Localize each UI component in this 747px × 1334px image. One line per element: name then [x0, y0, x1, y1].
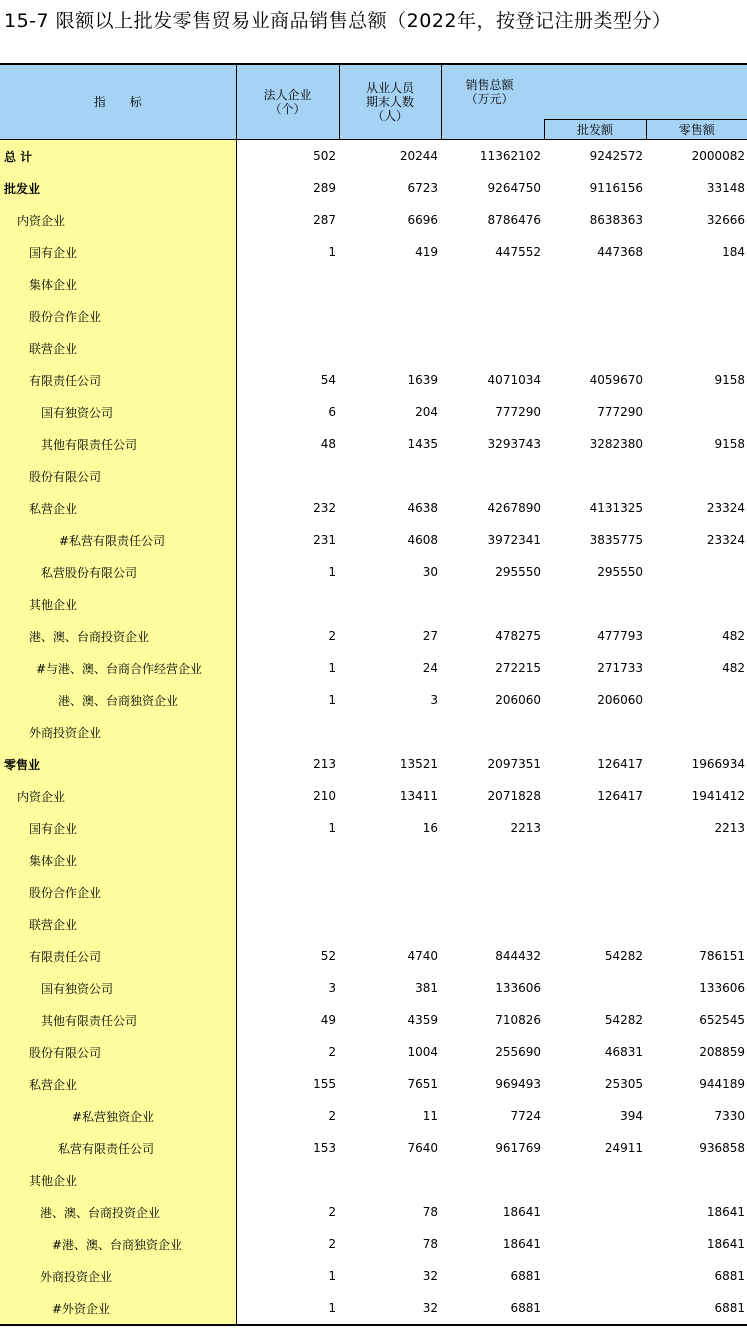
cell-wholesale	[544, 1228, 646, 1260]
table-row	[0, 1260, 747, 1292]
cell-retail: 1941412	[691, 789, 746, 803]
cell-legal-entities: 49	[320, 1013, 336, 1027]
cell-retail	[646, 908, 747, 940]
cell-wholesale	[544, 332, 646, 364]
cell-employees	[339, 876, 441, 908]
cell-employees: 4638	[407, 501, 438, 515]
cell-sales-total: 777290	[495, 405, 541, 419]
cell-legal-entities: 1	[328, 245, 336, 259]
row-label: 批发业	[0, 172, 236, 204]
cell-wholesale: 25305	[604, 1077, 644, 1091]
row-label: #私营有限责任公司	[0, 524, 236, 556]
cell-wholesale	[544, 1164, 646, 1196]
cell-wholesale: 295550	[597, 565, 644, 579]
cell-sales-total: 18641	[502, 1237, 541, 1251]
cell-wholesale: 4131325	[589, 501, 644, 515]
cell-legal-entities: 210	[313, 789, 336, 803]
cell-wholesale: 9242572	[589, 149, 644, 163]
cell-wholesale: 3835775	[589, 533, 644, 547]
table-row	[0, 236, 747, 268]
cell-wholesale	[544, 812, 646, 844]
cell-wholesale	[544, 972, 646, 1004]
cell-retail: 9158	[714, 437, 746, 451]
cell-wholesale: 8638363	[589, 213, 644, 227]
sales-table	[0, 63, 747, 1326]
cell-retail	[646, 460, 747, 492]
table-row	[0, 492, 747, 524]
cell-retail	[646, 396, 747, 428]
row-label: 有限责任公司	[0, 364, 236, 396]
cell-sales-total	[441, 332, 544, 364]
cell-legal-entities: 1	[328, 661, 336, 675]
table-body	[0, 140, 747, 1326]
cell-employees: 30	[422, 565, 438, 579]
cell-sales-total: 295550	[495, 565, 541, 579]
table-row	[0, 1196, 747, 1228]
cell-legal-entities: 1	[328, 821, 336, 835]
cell-legal-entities: 287	[313, 213, 336, 227]
row-label: 国有独资公司	[0, 396, 236, 428]
cell-sales-total: 9264750	[487, 181, 541, 195]
cell-wholesale: 206060	[597, 693, 644, 707]
table-row	[0, 300, 747, 332]
cell-retail: 2213	[714, 821, 746, 835]
cell-employees: 11	[422, 1109, 438, 1123]
header-blank-2	[646, 105, 747, 120]
cell-sales-total: 3972341	[487, 533, 541, 547]
table-row	[0, 908, 747, 940]
cell-employees: 20244	[399, 149, 438, 163]
cell-retail	[646, 556, 747, 588]
cell-wholesale	[544, 1292, 646, 1325]
row-label: 股份合作企业	[0, 300, 236, 332]
cell-wholesale	[544, 908, 646, 940]
cell-wholesale	[544, 716, 646, 748]
row-label: 港、澳、台商投资企业	[0, 620, 236, 652]
cell-wholesale: 9116156	[589, 181, 644, 195]
cell-legal-entities: 232	[313, 501, 336, 515]
cell-retail	[646, 1164, 747, 1196]
cell-wholesale	[544, 460, 646, 492]
cell-retail	[646, 716, 747, 748]
table-row	[0, 268, 747, 300]
table-row	[0, 396, 747, 428]
cell-legal-entities: 213	[313, 757, 336, 771]
cell-sales-total: 2213	[510, 821, 541, 835]
table-row	[0, 972, 747, 1004]
table-row	[0, 716, 747, 748]
cell-employees	[339, 300, 441, 332]
header-wholesale: 批发额	[544, 120, 646, 140]
cell-retail	[646, 588, 747, 620]
cell-legal-entities	[236, 588, 339, 620]
table-row	[0, 876, 747, 908]
header-legal-entities: 法人企业 （个）	[236, 64, 339, 140]
cell-legal-entities	[236, 300, 339, 332]
row-label: 港、澳、台商独资企业	[0, 684, 236, 716]
cell-retail: 6881	[646, 1292, 747, 1325]
cell-employees: 4608	[407, 533, 438, 547]
cell-retail: 9158	[714, 373, 746, 387]
header-sub-blank	[441, 120, 544, 140]
header-employees: 从业人员 期末人数 （人）	[339, 64, 441, 140]
cell-wholesale: 271733	[597, 661, 644, 675]
table-row	[0, 364, 747, 396]
cell-retail: 23324	[706, 533, 746, 547]
table-row	[0, 748, 747, 780]
cell-sales-total: 206060	[495, 693, 541, 707]
row-label: 内资企业	[0, 780, 236, 812]
cell-sales-total: 6881	[510, 1269, 541, 1283]
row-label: 其他企业	[0, 588, 236, 620]
cell-wholesale: 126417	[597, 789, 644, 803]
cell-retail	[646, 300, 747, 332]
row-label: 零售业	[0, 748, 236, 780]
cell-legal-entities: 6	[328, 405, 336, 419]
cell-employees: 7640	[407, 1141, 438, 1155]
cell-employees: 381	[415, 981, 438, 995]
cell-retail: 2000082	[691, 149, 746, 163]
cell-employees: 204	[415, 405, 438, 419]
cell-wholesale: 54282	[604, 1013, 644, 1027]
cell-sales-total	[441, 588, 544, 620]
table-row	[0, 428, 747, 460]
cell-wholesale: 54282	[604, 949, 644, 963]
cell-wholesale	[544, 588, 646, 620]
cell-sales-total: 478275	[495, 629, 541, 643]
cell-sales-total: 844432	[495, 949, 541, 963]
table-row	[0, 812, 747, 844]
cell-employees: 32	[339, 1292, 441, 1325]
cell-retail: 6881	[714, 1269, 746, 1283]
row-label: 国有企业	[0, 812, 236, 844]
table-row	[0, 1004, 747, 1036]
cell-retail	[646, 268, 747, 300]
cell-employees	[339, 844, 441, 876]
cell-retail: 133606	[699, 981, 746, 995]
cell-employees: 419	[415, 245, 438, 259]
cell-legal-entities	[236, 268, 339, 300]
cell-retail: 936858	[699, 1141, 746, 1155]
cell-wholesale: 46831	[604, 1045, 644, 1059]
table-row	[0, 1036, 747, 1068]
row-label: 外商投资企业	[0, 1260, 236, 1292]
table-row	[0, 1228, 747, 1260]
cell-employees: 16	[422, 821, 438, 835]
cell-legal-entities	[236, 876, 339, 908]
cell-legal-entities: 2	[328, 1109, 336, 1123]
cell-sales-total: 272215	[495, 661, 541, 675]
table-row	[0, 652, 747, 684]
cell-retail: 944189	[699, 1077, 746, 1091]
cell-legal-entities	[236, 332, 339, 364]
cell-employees: 4359	[407, 1013, 438, 1027]
cell-legal-entities	[236, 844, 339, 876]
cell-employees: 27	[422, 629, 438, 643]
cell-legal-entities	[236, 460, 339, 492]
cell-sales-total: 6881	[441, 1292, 544, 1325]
row-label: 联营企业	[0, 332, 236, 364]
table-row	[0, 844, 747, 876]
cell-retail: 208859	[699, 1045, 746, 1059]
cell-employees: 7651	[407, 1077, 438, 1091]
row-label: 私营股份有限公司	[0, 556, 236, 588]
cell-sales-total: 7724	[510, 1109, 541, 1123]
header-indicator: 指 标	[0, 64, 236, 140]
table-row	[0, 204, 747, 236]
cell-legal-entities: 2	[328, 1237, 336, 1251]
cell-wholesale: 24911	[604, 1141, 644, 1155]
cell-employees	[339, 460, 441, 492]
row-label: 股份有限公司	[0, 460, 236, 492]
row-label: 国有企业	[0, 236, 236, 268]
cell-legal-entities: 52	[320, 949, 336, 963]
cell-employees: 24	[422, 661, 438, 675]
row-label: 联营企业	[0, 908, 236, 940]
row-label: #私营独资企业	[0, 1100, 236, 1132]
cell-retail: 652545	[699, 1013, 746, 1027]
row-label: #外资企业	[0, 1292, 236, 1325]
cell-employees	[339, 588, 441, 620]
cell-retail: 786151	[699, 949, 746, 963]
cell-legal-entities: 54	[320, 373, 336, 387]
cell-sales-total: 961769	[495, 1141, 541, 1155]
cell-legal-entities: 1	[236, 1292, 339, 1325]
table-row	[0, 684, 747, 716]
row-label: 总 计	[0, 140, 236, 173]
cell-sales-total: 2071828	[487, 789, 541, 803]
table-row	[0, 556, 747, 588]
table-row	[0, 620, 747, 652]
cell-wholesale	[544, 1260, 646, 1292]
cell-legal-entities	[236, 716, 339, 748]
cell-wholesale: 447368	[597, 245, 644, 259]
row-label: 国有独资公司	[0, 972, 236, 1004]
cell-employees: 3	[430, 693, 438, 707]
table-row	[0, 172, 747, 204]
cell-sales-total: 8786476	[487, 213, 541, 227]
table-row	[0, 1164, 747, 1196]
cell-wholesale: 777290	[597, 405, 644, 419]
cell-legal-entities: 2	[328, 1045, 336, 1059]
header-retail: 零售额	[646, 120, 747, 140]
cell-employees: 13411	[399, 789, 438, 803]
cell-retail: 32666	[706, 213, 746, 227]
cell-sales-total: 4267890	[487, 501, 541, 515]
cell-sales-total: 2097351	[487, 757, 541, 771]
cell-wholesale: 477793	[597, 629, 644, 643]
cell-legal-entities: 2	[328, 1205, 336, 1219]
table-row	[0, 1068, 747, 1100]
cell-sales-total	[441, 268, 544, 300]
cell-sales-total: 969493	[495, 1077, 541, 1091]
cell-employees: 1435	[407, 437, 438, 451]
row-label: 其他企业	[0, 1164, 236, 1196]
cell-legal-entities	[236, 908, 339, 940]
table-row	[0, 1132, 747, 1164]
cell-wholesale	[544, 1196, 646, 1228]
row-label: 股份有限公司	[0, 1036, 236, 1068]
cell-employees: 32	[422, 1269, 438, 1283]
row-label: 股份合作企业	[0, 876, 236, 908]
cell-wholesale	[544, 300, 646, 332]
table-row	[0, 524, 747, 556]
row-label: 其他有限责任公司	[0, 428, 236, 460]
cell-employees: 1004	[407, 1045, 438, 1059]
cell-sales-total	[441, 844, 544, 876]
cell-retail: 18641	[706, 1205, 746, 1219]
cell-sales-total: 18641	[502, 1205, 541, 1219]
row-label: 内资企业	[0, 204, 236, 236]
cell-employees: 78	[422, 1237, 438, 1251]
cell-employees: 4740	[407, 949, 438, 963]
cell-legal-entities: 155	[313, 1077, 336, 1091]
cell-retail	[646, 876, 747, 908]
row-label: #与港、澳、台商合作经营企业	[0, 652, 236, 684]
cell-retail	[646, 844, 747, 876]
cell-employees: 78	[422, 1205, 438, 1219]
cell-retail	[646, 684, 747, 716]
cell-legal-entities: 231	[313, 533, 336, 547]
header-sales-total: 销售总额 （万元）	[441, 64, 646, 120]
row-label: #港、澳、台商独资企业	[0, 1228, 236, 1260]
cell-legal-entities: 1	[328, 565, 336, 579]
cell-retail: 482	[722, 629, 746, 643]
cell-employees	[339, 1164, 441, 1196]
cell-retail: 1966934	[691, 757, 746, 771]
table-row	[0, 1292, 747, 1325]
cell-sales-total	[441, 300, 544, 332]
cell-employees	[339, 908, 441, 940]
cell-employees: 6696	[407, 213, 438, 227]
table-row	[0, 780, 747, 812]
cell-retail	[646, 332, 747, 364]
cell-wholesale	[544, 844, 646, 876]
cell-wholesale: 126417	[597, 757, 644, 771]
row-label: 私营企业	[0, 492, 236, 524]
cell-sales-total: 255690	[495, 1045, 541, 1059]
cell-sales-total: 133606	[495, 981, 541, 995]
cell-sales-total: 710826	[495, 1013, 541, 1027]
cell-retail: 184	[722, 245, 746, 259]
cell-sales-total: 3293743	[487, 437, 541, 451]
table-row	[0, 940, 747, 972]
table-row	[0, 1100, 747, 1132]
cell-sales-total: 4071034	[487, 373, 541, 387]
cell-wholesale: 3282380	[589, 437, 644, 451]
cell-wholesale: 4059670	[589, 373, 644, 387]
cell-legal-entities	[236, 1164, 339, 1196]
cell-employees: 13521	[399, 757, 438, 771]
row-label: 集体企业	[0, 268, 236, 300]
table-row	[0, 588, 747, 620]
row-label: 有限责任公司	[0, 940, 236, 972]
cell-employees: 1639	[407, 373, 438, 387]
row-label: 私营有限责任公司	[0, 1132, 236, 1164]
page-title: 15-7 限额以上批发零售贸易业商品销售总额（2022年，按登记注册类型分）	[4, 10, 672, 32]
cell-wholesale: 394	[620, 1109, 644, 1123]
cell-employees	[339, 332, 441, 364]
cell-sales-total	[441, 876, 544, 908]
row-label: 港、澳、台商投资企业	[0, 1196, 236, 1228]
cell-sales-total: 447552	[495, 245, 541, 259]
cell-sales-total	[441, 716, 544, 748]
cell-sales-total	[441, 460, 544, 492]
header-blank	[646, 64, 747, 105]
row-label: 外商投资企业	[0, 716, 236, 748]
cell-retail: 23324	[706, 501, 746, 515]
table-row	[0, 332, 747, 364]
cell-sales-total	[441, 1164, 544, 1196]
cell-legal-entities: 502	[313, 149, 336, 163]
cell-legal-entities: 48	[320, 437, 336, 451]
row-label: 集体企业	[0, 844, 236, 876]
table-row	[0, 460, 747, 492]
cell-legal-entities: 2	[328, 629, 336, 643]
table-header	[0, 64, 747, 140]
table-row	[0, 140, 747, 173]
cell-wholesale	[544, 876, 646, 908]
row-label: 其他有限责任公司	[0, 1004, 236, 1036]
cell-retail: 482	[722, 661, 746, 675]
cell-sales-total: 11362102	[479, 149, 541, 163]
cell-employees	[339, 268, 441, 300]
cell-legal-entities: 1	[328, 693, 336, 707]
cell-retail: 7330	[714, 1109, 746, 1123]
cell-sales-total	[441, 908, 544, 940]
cell-employees: 6723	[407, 181, 438, 195]
cell-retail: 33148	[706, 181, 746, 195]
cell-legal-entities: 1	[328, 1269, 336, 1283]
row-label: 私营企业	[0, 1068, 236, 1100]
cell-retail: 18641	[706, 1237, 746, 1251]
cell-legal-entities: 3	[328, 981, 336, 995]
cell-legal-entities: 153	[313, 1141, 336, 1155]
cell-wholesale	[544, 268, 646, 300]
cell-employees	[339, 716, 441, 748]
cell-legal-entities: 289	[313, 181, 336, 195]
